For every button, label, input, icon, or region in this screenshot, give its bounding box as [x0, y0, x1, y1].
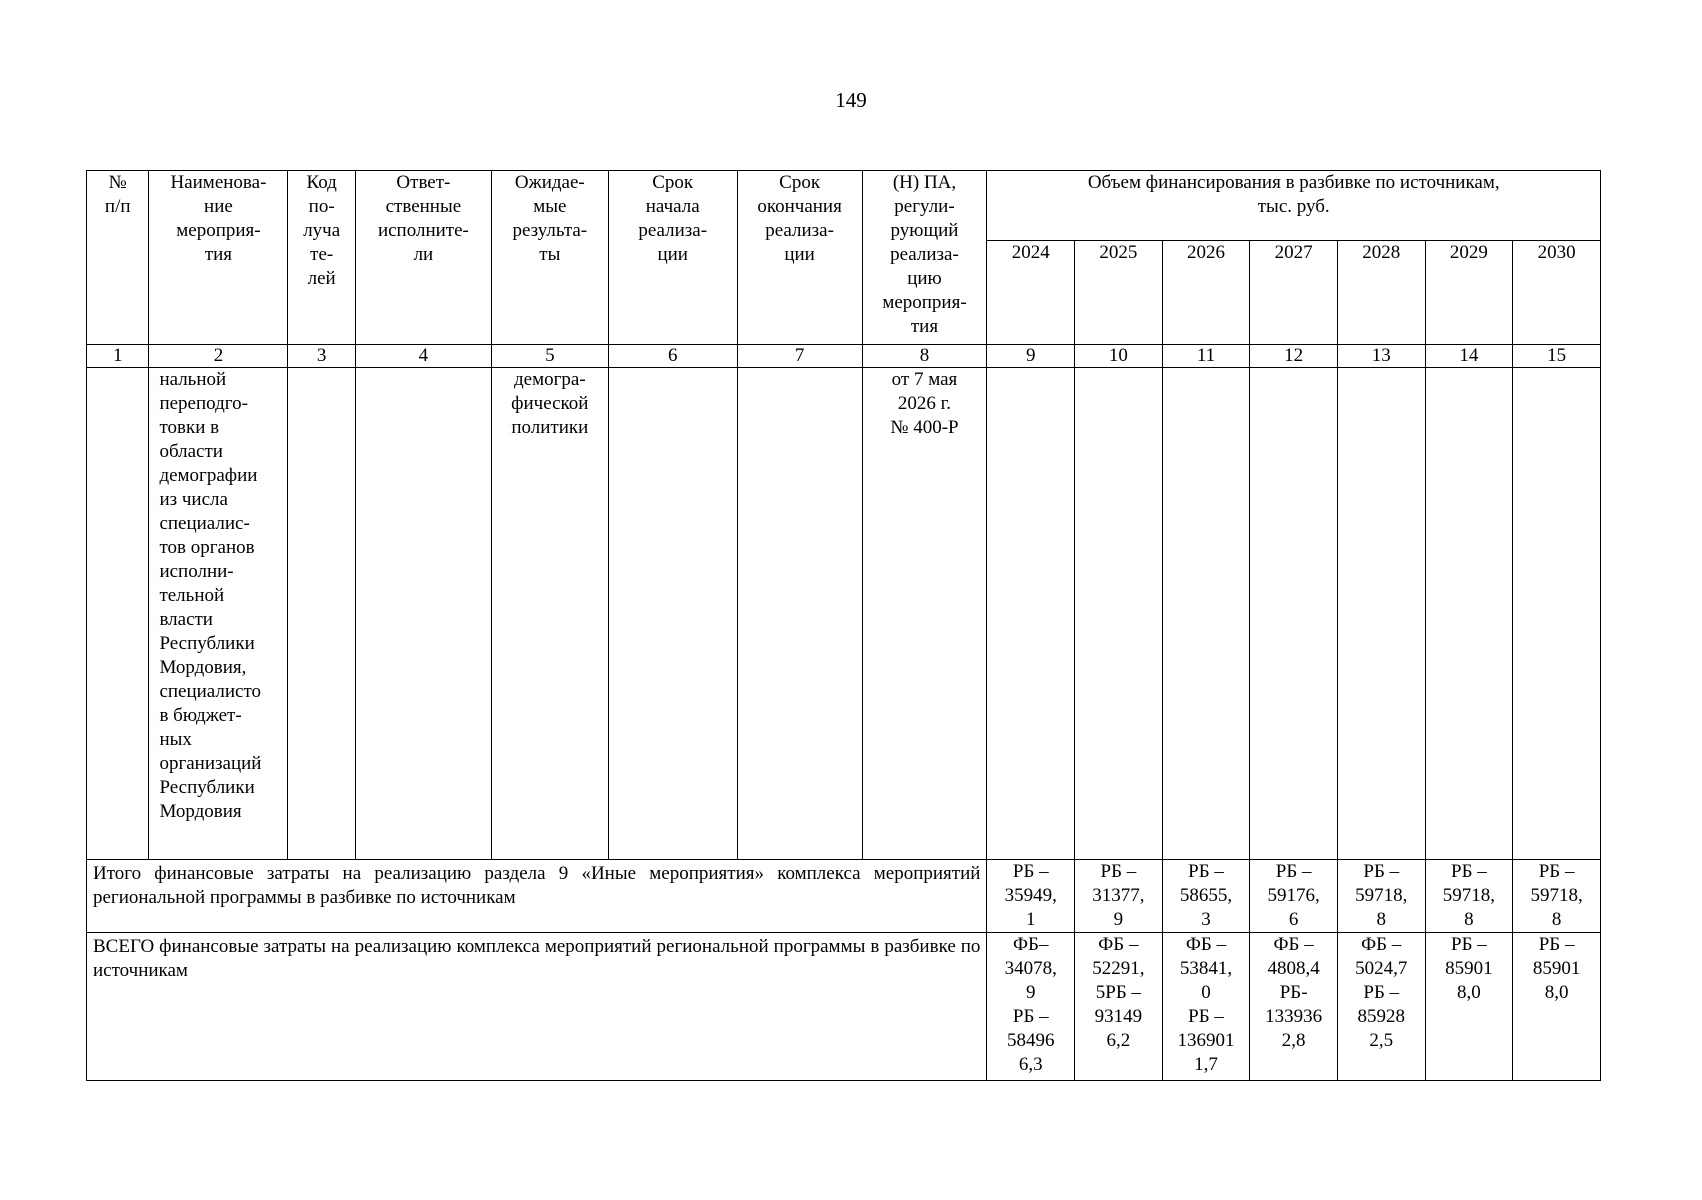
row-2030 [1513, 368, 1601, 860]
total-all-label: ВСЕГО финансовые затраты на реализацию комплекса мероприятий региональной программы в разбивке по источникам [87, 933, 987, 1081]
column-number: 7 [737, 345, 862, 368]
column-number: 12 [1250, 345, 1338, 368]
total-section-value: РБ – 59718, 8 [1425, 860, 1513, 933]
column-number: 13 [1337, 345, 1425, 368]
header-results: Ожидае- мые результа- ты [491, 171, 608, 345]
row-2027 [1250, 368, 1338, 860]
row-2024 [987, 368, 1075, 860]
column-number: 9 [987, 345, 1075, 368]
total-section-value: РБ – 59718, 8 [1337, 860, 1425, 933]
header-year: 2026 [1162, 241, 1250, 345]
row-responsible [355, 368, 491, 860]
total-all-value: ФБ – 53841, 0 РБ – 136901 1,7 [1162, 933, 1250, 1081]
total-section-value: РБ – 59718, 8 [1513, 860, 1601, 933]
header-year: 2028 [1337, 241, 1425, 345]
total-all-value: ФБ – 52291, 5РБ – 93149 6,2 [1075, 933, 1163, 1081]
row-2028 [1337, 368, 1425, 860]
total-all-value: ФБ– 34078, 9 РБ – 58496 6,3 [987, 933, 1075, 1081]
total-all-value: РБ – 85901 8,0 [1425, 933, 1513, 1081]
total-section-value: РБ – 58655, 3 [1162, 860, 1250, 933]
header-year: 2030 [1513, 241, 1601, 345]
header-start: Срок начала реализа- ции [608, 171, 737, 345]
total-all-value: ФБ – 4808,4 РБ- 133936 2,8 [1250, 933, 1338, 1081]
total-all-value: ФБ – 5024,7 РБ – 85928 2,5 [1337, 933, 1425, 1081]
total-all-row [87, 933, 1601, 1081]
row-end [737, 368, 862, 860]
header-end: Срок окончания реализа- ции [737, 171, 862, 345]
header-year: 2027 [1250, 241, 1338, 345]
column-number: 6 [608, 345, 737, 368]
table-row [87, 368, 1601, 860]
row-2029 [1425, 368, 1513, 860]
header-name: Наименова- ние мероприя- тия [149, 171, 288, 345]
total-section-label: Итого финансовые затраты на реализацию раздела 9 «Иные мероприятия» комплекса мероприятий региональной программы в разбивке по источникам [87, 860, 987, 933]
row-npa: от 7 мая 2026 г. № 400-Р [862, 368, 987, 860]
total-all-value: РБ – 85901 8,0 [1513, 933, 1601, 1081]
column-number: 2 [149, 345, 288, 368]
financing-table [86, 170, 1601, 1081]
header-npa: (Н) ПА, регули- рующий реализа- цию мероприя- тия [862, 171, 987, 345]
column-number: 10 [1075, 345, 1163, 368]
column-number: 3 [288, 345, 355, 368]
column-number: 11 [1162, 345, 1250, 368]
row-2025 [1075, 368, 1163, 860]
row-start [608, 368, 737, 860]
header-responsible: Ответ- ственные исполните- ли [355, 171, 491, 345]
total-section-value: РБ – 31377, 9 [1075, 860, 1163, 933]
row-name: нальной переподго- товки в области демографии из числа специалис- тов органов исполни- тельной власти Республики Мордовия, специалисто в бюджет- ных организаций Республики Мордовия [149, 368, 288, 860]
total-section-value: РБ – 59176, 6 [1250, 860, 1338, 933]
row-results: демогра- фической политики [491, 368, 608, 860]
header-year: 2024 [987, 241, 1075, 345]
row-num [87, 368, 149, 860]
header-code: Код по- луча те- лей [288, 171, 355, 345]
header-year: 2025 [1075, 241, 1163, 345]
column-number: 8 [862, 345, 987, 368]
page-number: 149 [835, 88, 867, 112]
column-number: 14 [1425, 345, 1513, 368]
header-financing: Объем финансирования в разбивке по источникам, тыс. руб. [987, 171, 1601, 241]
total-section-value: РБ – 35949, 1 [987, 860, 1075, 933]
column-number: 4 [355, 345, 491, 368]
column-number: 1 [87, 345, 149, 368]
column-number: 5 [491, 345, 608, 368]
header-year: 2029 [1425, 241, 1513, 345]
header-num: № п/п [87, 171, 149, 345]
total-section-row [87, 860, 1601, 933]
row-2026 [1162, 368, 1250, 860]
row-code [288, 368, 355, 860]
column-number: 15 [1513, 345, 1601, 368]
